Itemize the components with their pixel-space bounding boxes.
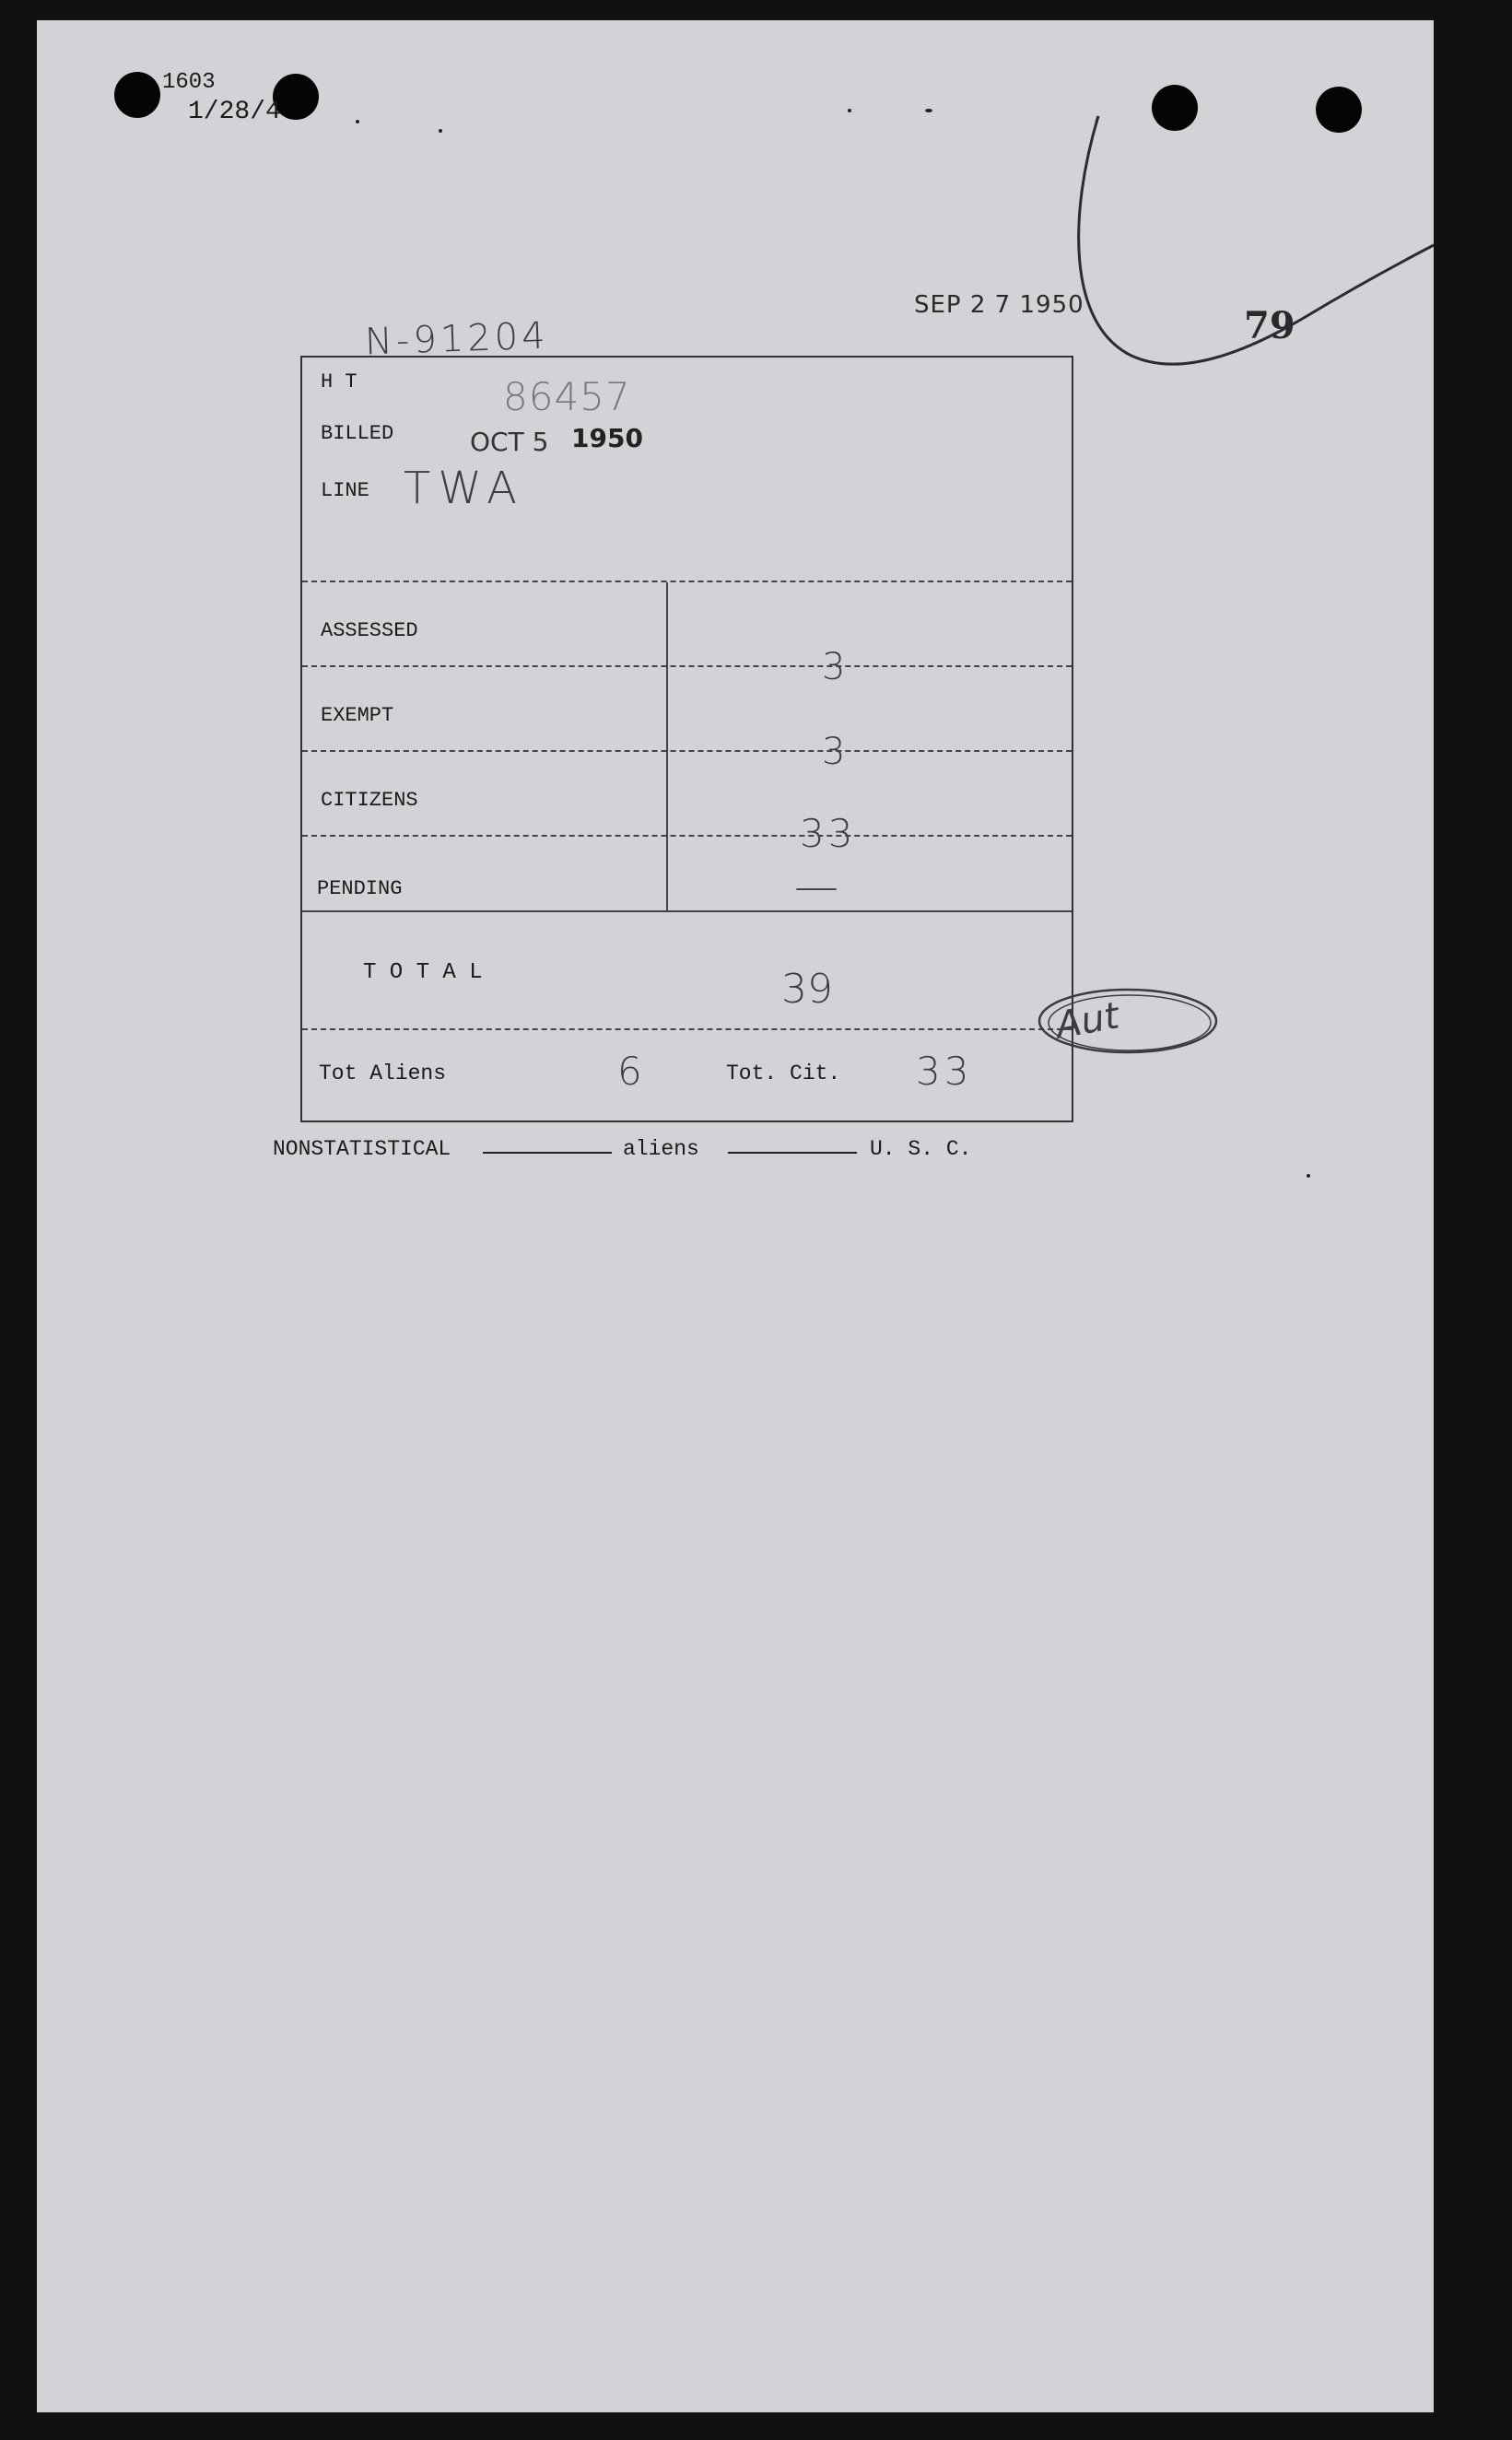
exempt-value: 3: [822, 731, 846, 773]
billed-label: BILLED: [321, 422, 394, 445]
total-label: T O T A L: [363, 960, 483, 985]
tot-aliens-label: Tot Aliens: [319, 1062, 447, 1085]
assessed-label: ASSESSED: [321, 619, 418, 642]
nonstatistical-label: NONSTATISTICAL: [273, 1137, 451, 1161]
divider: [302, 750, 1072, 752]
assessed-value: 3: [822, 646, 846, 688]
column-divider: [666, 582, 668, 910]
billed-year-stamp: 1950: [571, 423, 643, 453]
initials: Aut: [1052, 994, 1122, 1048]
speck: [1307, 1174, 1310, 1178]
document-page: [37, 20, 1434, 2412]
date-stamp: SEP 2 7 1950: [914, 291, 1084, 319]
line-value: TWA: [404, 463, 524, 514]
line-label: LINE: [321, 479, 369, 502]
aliens-label: aliens: [623, 1137, 699, 1161]
manifest-number: N-91204: [364, 314, 550, 364]
usc-label: U. S. C.: [870, 1137, 972, 1161]
divider: [302, 665, 1072, 667]
form-revision: 1/28/4: [188, 98, 281, 126]
ht-value: 86457: [503, 374, 631, 419]
citizens-label: CITIZENS: [321, 789, 418, 812]
manifest-summary-form: [300, 356, 1073, 1122]
form-number: 1603: [162, 70, 216, 95]
initials-oval: [1019, 973, 1240, 1074]
pending-label: PENDING: [317, 877, 403, 900]
divider: [302, 910, 1072, 912]
nonstatistical-blank: [483, 1152, 612, 1154]
billed-date-stamp: OCT 5: [470, 427, 549, 457]
aliens-blank: [728, 1152, 857, 1154]
citizens-value: 33: [800, 811, 857, 856]
divider: [302, 1028, 1072, 1030]
tot-cit-label: Tot. Cit.: [726, 1062, 841, 1085]
divider: [302, 835, 1072, 837]
total-value: 39: [781, 966, 833, 1013]
tot-aliens-value: 6: [617, 1049, 642, 1094]
divider: [302, 581, 1072, 582]
ht-label: H T: [321, 370, 357, 393]
tot-cit-value: 33: [916, 1049, 973, 1094]
pending-value: —: [794, 861, 838, 912]
exempt-label: EXEMPT: [321, 704, 394, 727]
corner-number: 79: [1244, 304, 1295, 347]
